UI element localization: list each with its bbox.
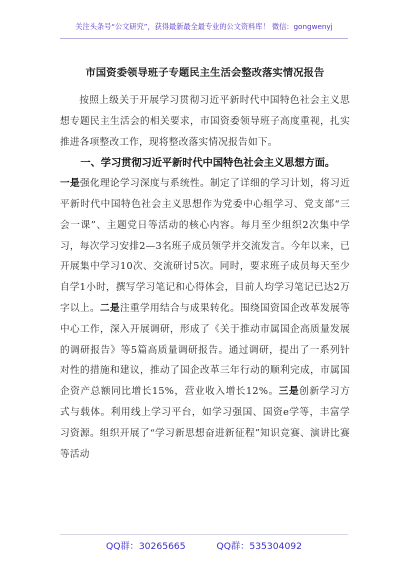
item-lead-1: 一是 [60,178,81,190]
document-body [60,64,350,465]
item-lead-3: 三是 [278,386,300,398]
footer-qq-group-1: QQ群：30265665 [106,541,186,552]
footer-qq-group-2: QQ群：535304092 [216,541,302,552]
top-banner: 关注头条号“公文研究”，获得最新最全最专业的公文资料库！ 微信：gongwenyj [75,22,333,31]
item-text-1: 强化理论学习深度与系统性。制定了详细的学习计划，将习近平新时代中国特色社会主义思想作为党委中心组学习、党支部“三会一课”、主题党日等活动的核心内容。每月至少组织2次集中学习，每次学习安排2—3名班子成员领学并交流发言。今年以来，已开展集中学习10次、交流研讨5次。同时，要求班子成员每天至少自学1小时，撰写学习笔记和心得体会，目前人均学习笔记已达2万字以上。 [60,178,350,314]
item-text-2: 注重学用结合与成果转化。围绕国资国企改革发展等中心工作，深入开展调研，形成了《关于推动市属国企高质量发展的调研报告》等5篇高质量调研报告。通过调研，提出了一系列针对性的措施和建议，推动了国企改革三年行动的顺利完成，市属国企资产总额同比增长15%，营业收入增长12%。 [60,302,350,398]
intro-paragraph: 按照上级关于开展学习贯彻习近平新时代中国特色社会主义思想专题民主生活会的相关要求，市国资委领导班子高度重视，扎实推进各项整改工作，现将整改落实情况报告如下。 [60,95,350,148]
top-divider [60,38,348,39]
section-paragraph [60,174,350,465]
document-title: 市国资委领导班子专题民主生活会整改落实情况报告 [85,67,325,79]
item-text-3: 创新学习方式与载体。利用线上学习平台，如学习强国、国资e学等，丰富学习资源。组织开展了“学习新思想奋进新征程”知识竞赛、演讲比赛等活动 [60,386,350,460]
section-heading: 一、学习贯彻习近平新时代中国特色社会主义思想方面。 [80,157,336,170]
footer-divider [60,534,348,535]
footer [0,538,408,552]
item-lead-2: 二是 [100,302,121,314]
